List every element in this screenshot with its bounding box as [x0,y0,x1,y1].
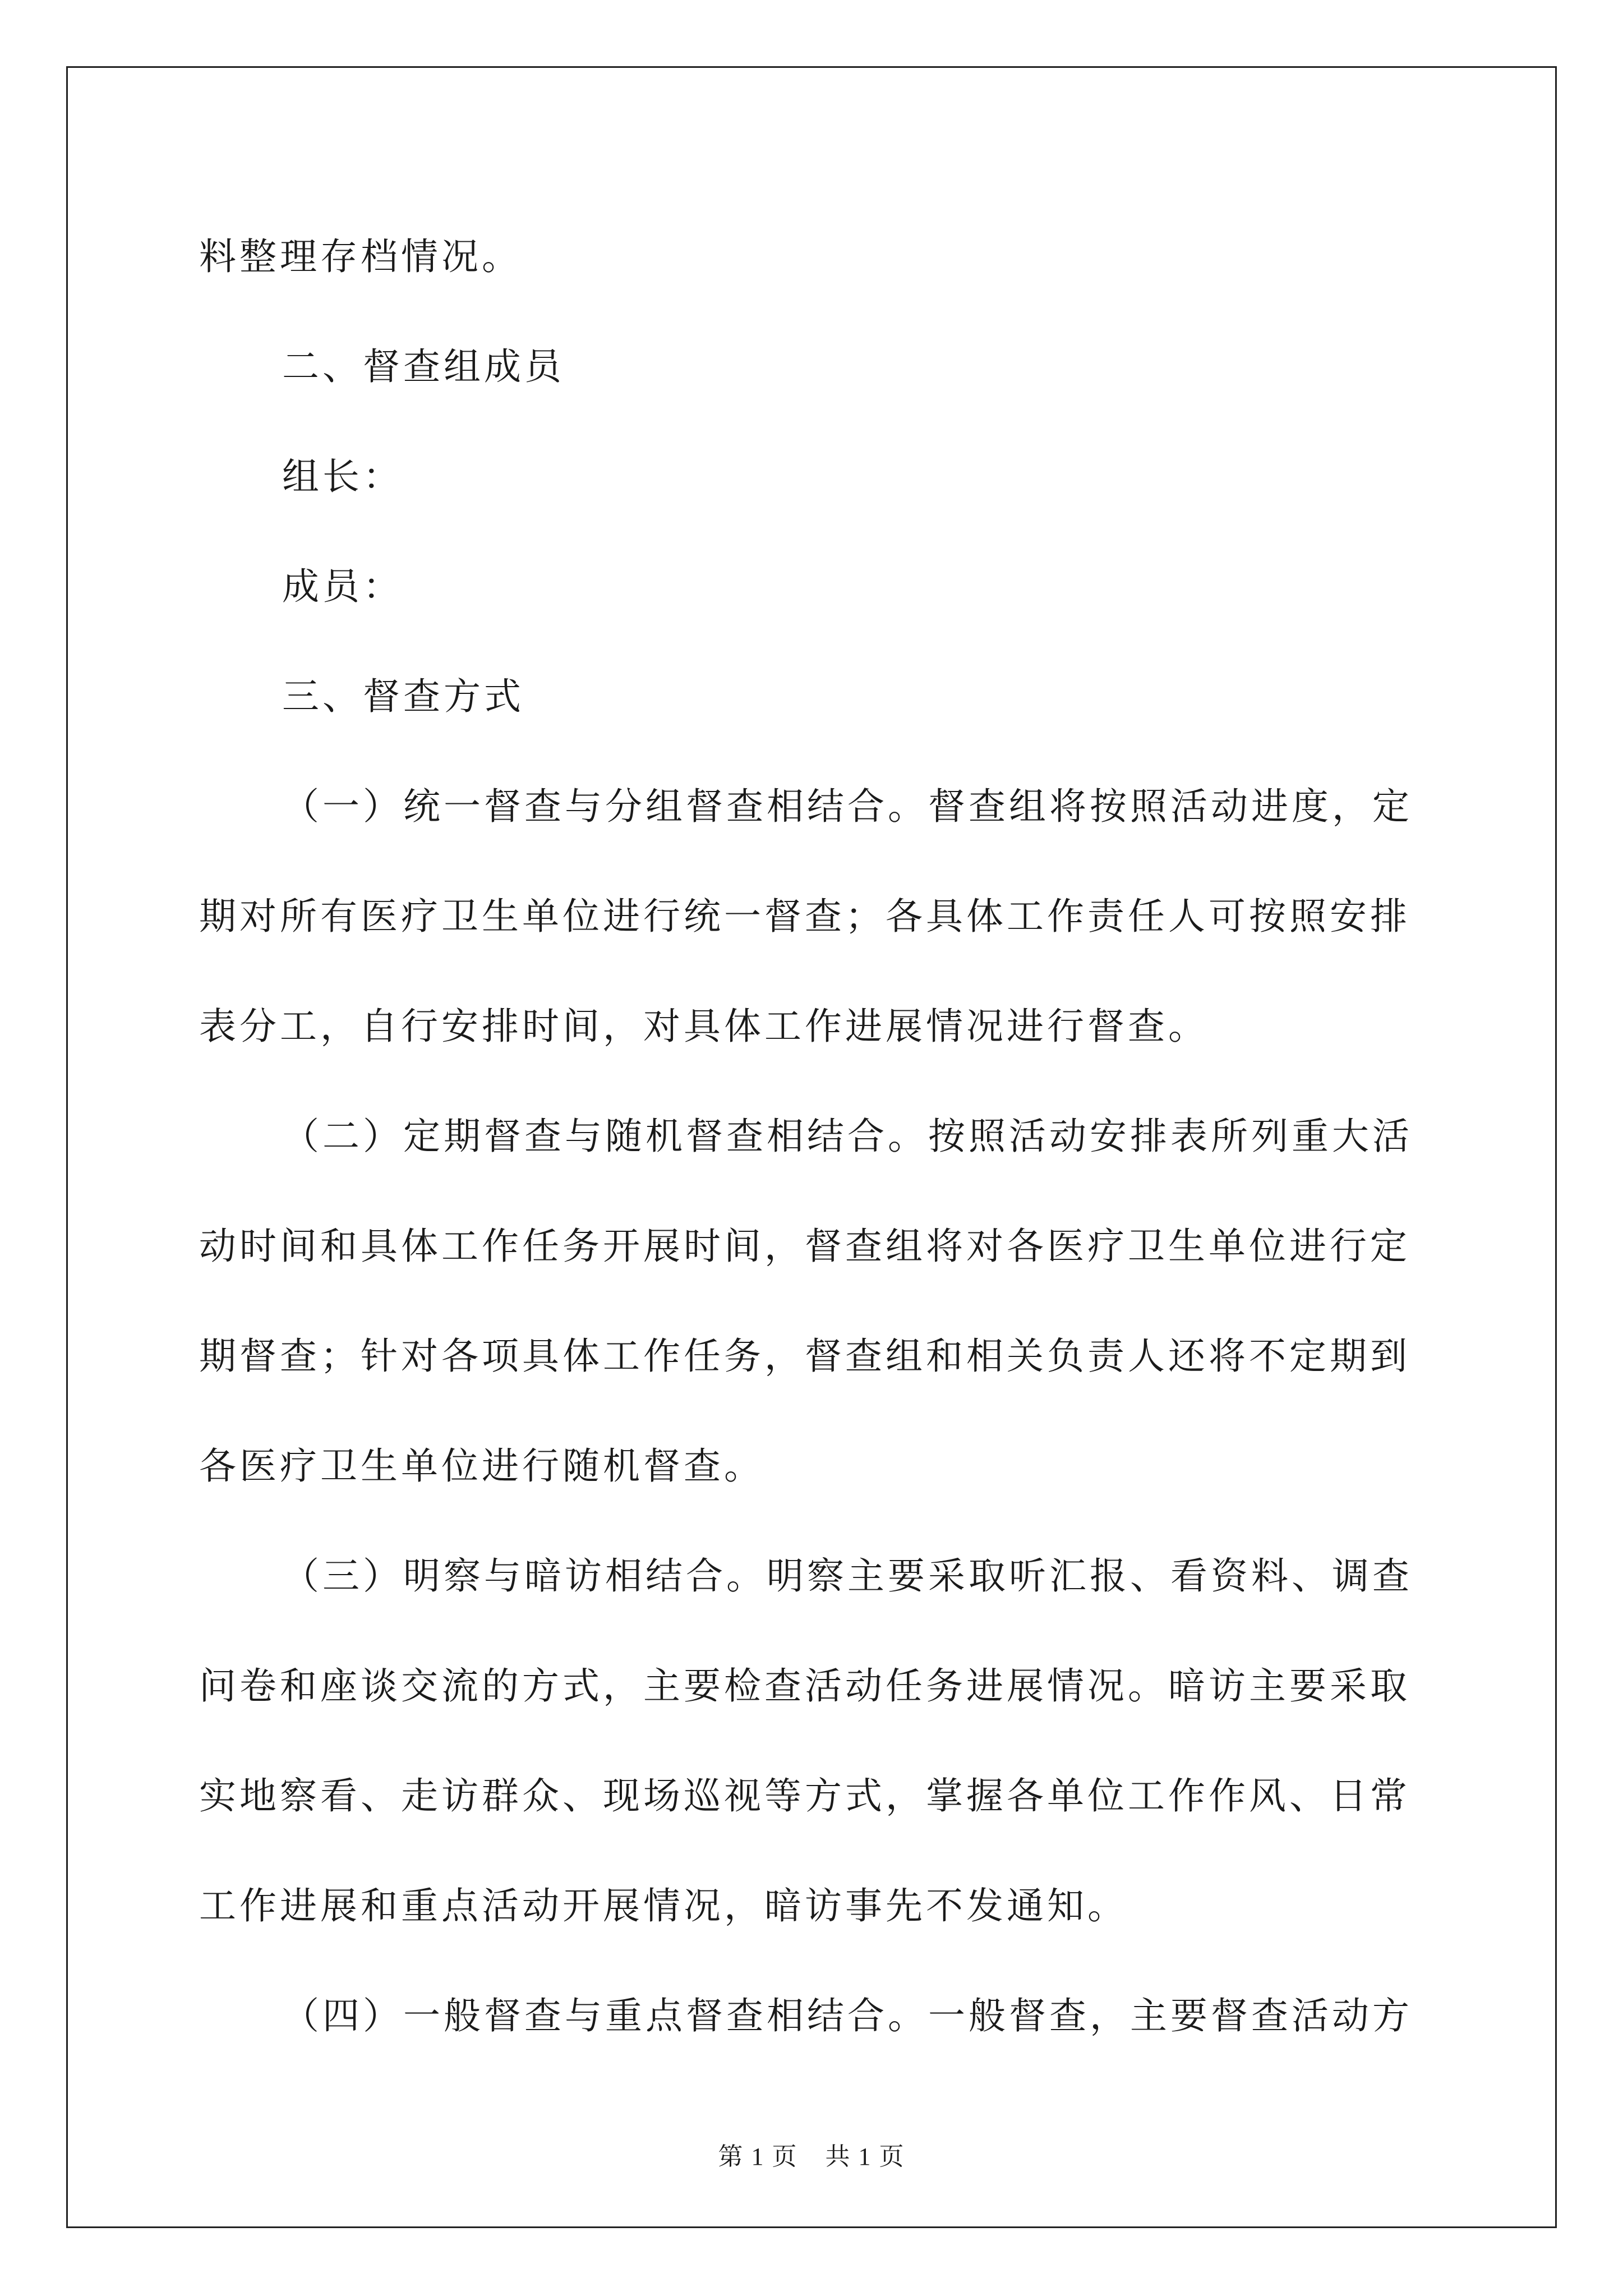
page-number: 第 1 页 [718,2143,798,2170]
section-heading: 二、督查组成员 [282,345,565,388]
text-line: 成员： [282,565,403,608]
text-line: 工作进展和重点活动开展情况，暗访事先不发通知。 [199,1884,1128,1927]
text-line: 实地察看、走访群众、现场巡视等方式，掌握各单位工作作风、日常 [199,1774,1410,1818]
text-line: 表分工，自行安排时间，对具体工作进展情况进行督查。 [199,1005,1209,1048]
text-line: （三）明察与暗访相结合。明察主要采取听汇报、看资料、调查 [282,1554,1413,1598]
section-heading: 三、督查方式 [282,675,524,718]
text-line: 料整理存档情况。 [199,235,522,278]
text-line: 组长： [282,455,403,498]
text-line: 动时间和具体工作任务开展时间，督查组将对各医疗卫生单位进行定 [199,1225,1410,1268]
text-line: 各医疗卫生单位进行随机督查。 [199,1444,764,1488]
page-footer [0,2136,1623,2172]
text-line: 期对所有医疗卫生单位进行统一督查；各具体工作责任人可按照安排 [199,895,1410,938]
document-body [199,202,1424,2071]
text-line: （一）统一督查与分组督查相结合。督查组将按照活动进度，定 [282,785,1413,828]
text-line: 期督查；针对各项具体工作任务，督查组和相关负责人还将不定期到 [199,1335,1410,1378]
text-line: 问卷和座谈交流的方式，主要检查活动任务进展情况。暗访主要采取 [199,1664,1410,1708]
text-line: （二）定期督查与随机督查相结合。按照活动安排表所列重大活 [282,1115,1413,1158]
page-total: 共 1 页 [825,2143,905,2170]
text-line: （四）一般督查与重点督查相结合。一般督查，主要督查活动方 [282,1994,1413,2037]
